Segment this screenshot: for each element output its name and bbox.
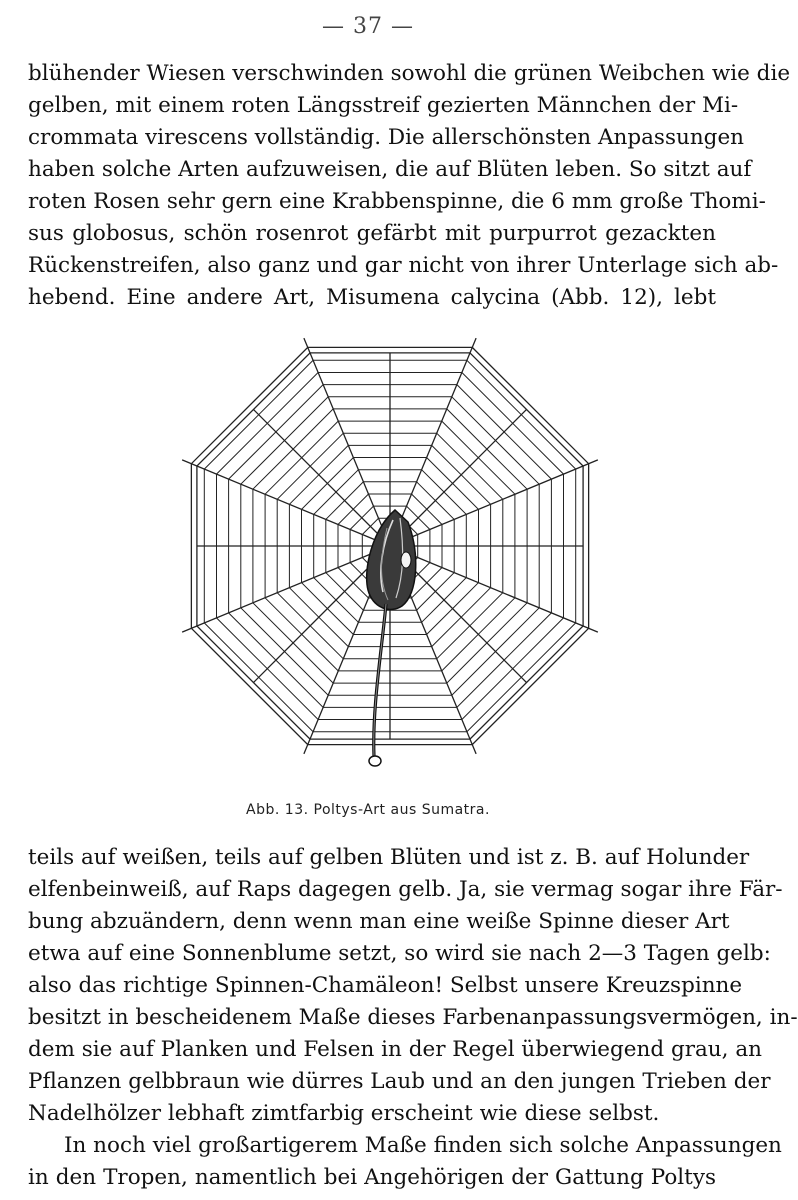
web-spoke: [253, 409, 381, 537]
text-line: etwa auf eine Sonnenblume setzt, so wird sie nach 2—3 Tagen gelb:: [28, 941, 771, 966]
spider-web-illustration: [150, 308, 610, 798]
text-line: Nadelhölzer lebhaft zimtfarbig erscheint wie diese selbst.: [28, 1101, 660, 1126]
web-drawing: [150, 308, 610, 798]
web-spoke: [398, 409, 526, 537]
text-line: also das richtige Spinnen-Chamäleon! Selbst unsere Kreuzspinne: [28, 973, 743, 998]
text-line: elfenbeinweiß, auf Raps dagegen gelb. Ja, sie vermag sogar ihre Fär-: [28, 877, 783, 902]
text-line: In noch viel großartigerem Maße finden sich solche Anpassungen: [64, 1133, 782, 1158]
web-spoke: [253, 554, 381, 682]
text-line: hebend. Eine andere Art, Misumena calycina (Abb. 12), lebt: [28, 285, 716, 310]
web-spoke: [182, 460, 379, 542]
text-line: dem sie auf Planken und Felsen in der Regel überwiegend grau, an: [28, 1037, 762, 1062]
page-number: — 37 —: [322, 14, 414, 39]
text-line: besitzt in bescheidenem Maße dieses Farbenanpassungsvermögen, in-: [28, 1005, 798, 1030]
text-block-top: [28, 58, 791, 314]
web-spoke: [401, 551, 598, 633]
text-block-bottom: [28, 842, 798, 1194]
web-spoke: [304, 338, 386, 535]
text-line: sus globosus, schön rosenrot gefärbt mit purpurrot gezackten: [28, 221, 716, 246]
spider-icon: [367, 510, 416, 766]
web-spoke: [182, 551, 379, 633]
web-spoke: [395, 338, 477, 535]
text-line: Pflanzen gelbbraun wie dürres Laub und an den jungen Trieben der: [28, 1069, 771, 1094]
text-line: teils auf weißen, teils auf gelben Blüten und ist z. B. auf Holunder: [28, 845, 750, 870]
text-line: Rückenstreifen, also ganz und gar nicht von ihrer Unterlage sich ab-: [28, 253, 779, 278]
text-line: crommata virescens vollständig. Die allerschönsten Anpassungen: [28, 125, 745, 150]
text-line: gelben, mit einem roten Längsstreif gezierten Männchen der Mi-: [28, 93, 739, 118]
text-line: haben solche Arten aufzuweisen, die auf Blüten leben. So sitzt auf: [28, 157, 752, 182]
text-line: roten Rosen sehr gern eine Krabbenspinne, die 6 mm große Thomi-: [28, 189, 766, 214]
text-line: blühender Wiesen verschwinden sowohl die grünen Weibchen wie die: [28, 61, 791, 86]
web-spoke: [401, 460, 598, 542]
text-line: in den Tropen, namentlich bei Angehörigen der Gattung Poltys: [28, 1165, 716, 1190]
text-line: bung abzuändern, denn wenn man eine weiße Spinne dieser Art: [28, 909, 730, 934]
web-spoke: [398, 554, 526, 682]
figure-caption: Abb. 13. Poltys-Art aus Sumatra.: [246, 802, 490, 818]
